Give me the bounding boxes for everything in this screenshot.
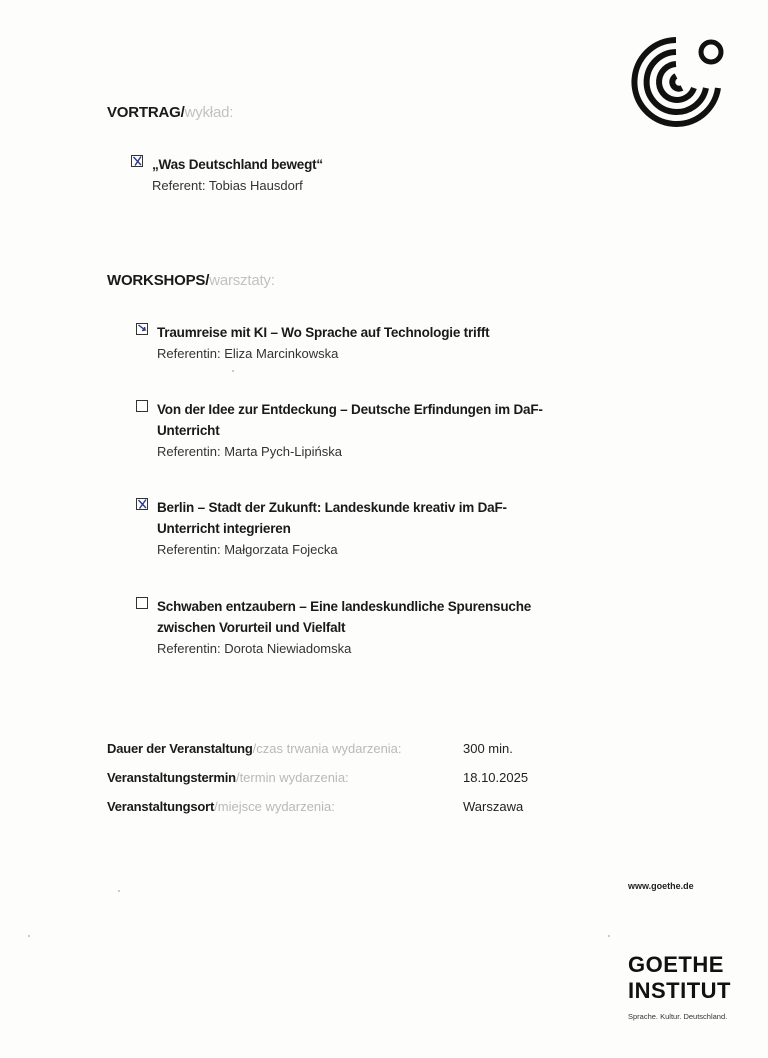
duration-label-pl: czas trwania wydarzenia: — [256, 741, 402, 756]
workshops-heading-pl: warsztaty: — [209, 272, 275, 289]
workshop-2-referent: Referentin: Marta Pych-Lipińska — [157, 444, 342, 459]
workshop-item-3 — [136, 497, 526, 560]
workshop-3-checkbox[interactable] — [136, 498, 148, 510]
place-value: Warszawa — [463, 799, 524, 814]
workshop-1-title: Traumreise mit KI – Wo Sprache auf Technologie trifft — [157, 325, 490, 340]
place-label-pl: miejsce wydarzenia: — [217, 799, 335, 814]
duration-value: 300 min. — [463, 741, 513, 756]
workshop-4-checkbox[interactable] — [136, 597, 148, 609]
goethe-logo-icon — [626, 32, 732, 132]
date-label-de: Veranstaltungstermin — [107, 770, 236, 785]
workshops-heading: WORKSHOPS/warsztaty: — [107, 272, 275, 289]
scan-speck — [118, 890, 120, 892]
brand-tagline: Sprache. Kultur. Deutschland. — [628, 1012, 728, 1021]
vortrag-title: „Was Deutschland bewegt“ — [152, 157, 323, 172]
workshop-item-1 — [136, 322, 606, 364]
website-link[interactable]: www.goethe.de — [628, 881, 694, 891]
place-label-de: Veranstaltungsort — [107, 799, 215, 814]
workshop-2-checkbox[interactable] — [136, 400, 148, 412]
workshop-item-4 — [136, 596, 566, 659]
date-label-pl: termin wydarzenia: — [239, 770, 349, 785]
date-value: 18.10.2025 — [463, 770, 529, 785]
place-label: Veranstaltungsort/miejsce wydarzenia: — [107, 799, 335, 814]
workshop-3-title: Berlin – Stadt der Zukunft: Landeskunde kreativ im DaF-Unterricht integrieren — [157, 500, 507, 536]
date-label: Veranstaltungstermin/termin wydarzenia: — [107, 770, 349, 785]
duration-label: Dauer der Veranstaltung/czas trwania wydarzenia: — [107, 741, 402, 756]
workshop-4-title: Schwaben entzaubern – Eine landeskundliche Spurensuche zwischen Vorurteil und Vielfalt — [157, 599, 532, 635]
brand-name-line1: GOETHE — [628, 952, 724, 977]
workshop-4-referent: Referentin: Dorota Niewiadomska — [157, 641, 352, 656]
duration-label-de: Dauer der Veranstaltung — [107, 741, 253, 756]
brand-name-line2: INSTITUT — [628, 978, 731, 1003]
workshop-3-referent: Referentin: Małgorzata Fojecka — [157, 542, 338, 557]
vortrag-heading: VORTRAG/wykład: — [107, 104, 234, 121]
scan-speck — [608, 935, 610, 937]
workshop-1-checkbox[interactable] — [136, 323, 148, 335]
scan-speck — [28, 935, 30, 937]
workshop-2-title: Von der Idee zur Entdeckung – Deutsche Erfindungen im DaF-Unterricht — [157, 402, 543, 438]
vortrag-heading-de: VORTRAG — [107, 104, 181, 121]
vortrag-referent: Referent: Tobias Hausdorf — [152, 178, 303, 193]
vortrag-item — [131, 154, 601, 196]
workshops-heading-de: WORKSHOPS — [107, 272, 206, 289]
vortrag-heading-pl: wykład: — [184, 104, 234, 121]
vortrag-checkbox[interactable] — [131, 155, 143, 167]
scan-speck — [232, 370, 234, 372]
workshop-item-2 — [136, 399, 556, 462]
workshop-1-referent: Referentin: Eliza Marcinkowska — [157, 346, 339, 361]
